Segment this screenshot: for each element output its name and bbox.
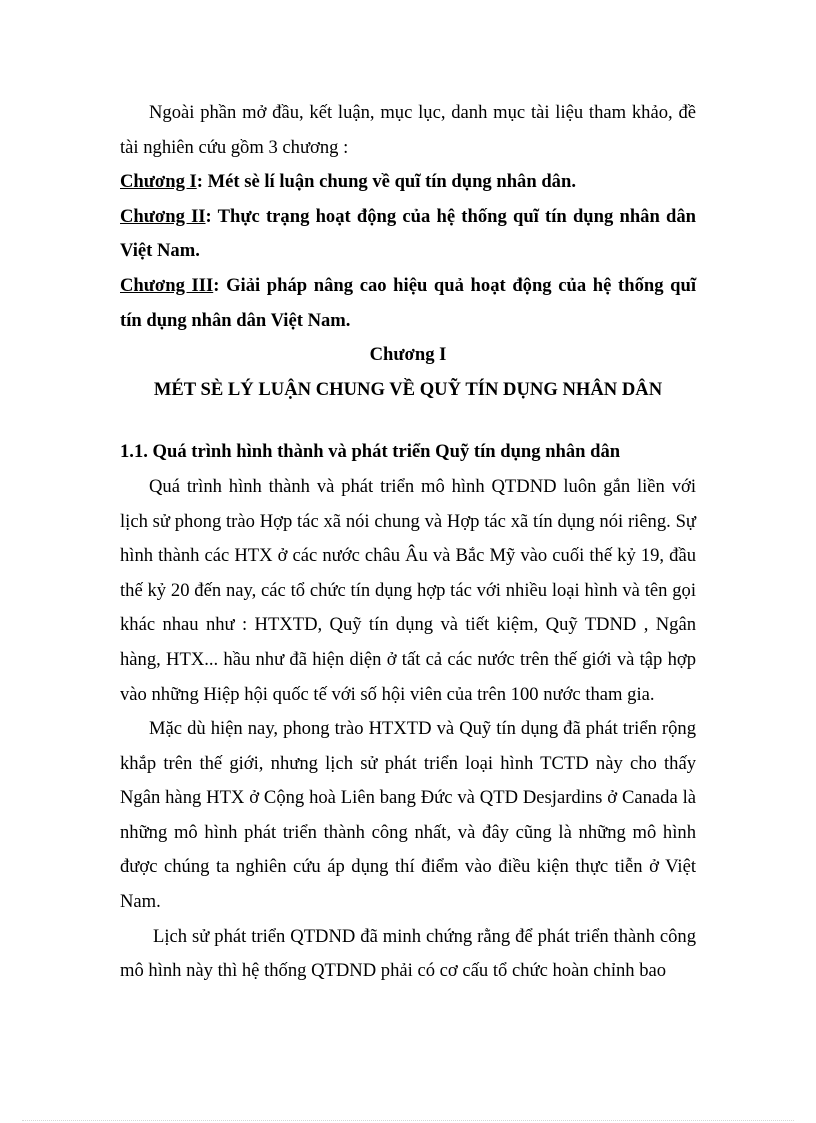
outline-chapter-label: Chương II bbox=[120, 205, 206, 227]
body-paragraph-1: Quá trình hình thành và phát triển mô hình QTDND luôn gắn liền với lịch sử phong trào Hợp tác xã nói chung và Hợp tác xã tín dụng nói riêng. Sự hình thành các HTX ở các nước châu Âu và Bắc Mỹ vào cuối thế kỷ 19, đầu thế kỷ 20 đến nay, các tổ chức tín dụng hợp tác với nhiều loại hình và tên gọi khác nhau như : HTXTD, Quỹ tín dụng và tiết kiệm, Quỹ TDND , Ngân hàng, HTX... hầu như đã hiện diện ở tất cả các nước trên thế giới và tập hợp vào những Hiệp hội quốc tế với số hội viên của trên 100 nước tham gia. bbox=[120, 475, 696, 705]
body-paragraph-2: Mặc dù hiện nay, phong trào HTXTD và Quỹ tín dụng đã phát triển rộng khắp trên thế giới, nhưng lịch sử phát triển loại hình TCTD này cho thấy Ngân hàng HTX ở Cộng hoà Liên bang Đức và QTD Desjardins ở Canada là những mô hình phát triển thành công nhất, và đây cũng là những mô hình được chúng ta nghiên cứu áp dụng thí điểm vào điều kiện thực tiễn ở Việt Nam. bbox=[120, 718, 696, 913]
section-heading: 1.1. Quá trình hình thành và phát triển Quỹ tín dụng nhân dân bbox=[120, 441, 621, 463]
outline-chapter-label: Chương III bbox=[120, 274, 214, 296]
outline-separator: : bbox=[205, 205, 218, 227]
outline-chapter-title: Thực trạng hoạt động của hệ thống quĩ tín dụng nhân dân Việt Nam. bbox=[120, 205, 696, 262]
page-content bbox=[120, 96, 696, 989]
outline-item-chapter-3 bbox=[120, 269, 696, 338]
outline-chapter-label: Chương I bbox=[120, 171, 197, 193]
outline-item-chapter-2 bbox=[120, 200, 696, 269]
chapter-label: Chương I bbox=[369, 344, 447, 366]
outline-chapter-title: Giải pháp nâng cao hiệu quả hoạt động của hệ thống quĩ tín dụng nhân dân Việt Nam. bbox=[120, 274, 696, 331]
outline-item-chapter-1 bbox=[120, 165, 696, 200]
outline-separator: : bbox=[213, 274, 227, 296]
chapter-title: MÉT SÈ LÝ LUẬN CHUNG VỀ QUỸ TÍN DỤNG NHÂN DÂN bbox=[153, 378, 663, 400]
body-paragraph-3: Lịch sử phát triển QTDND đã minh chứng rằng để phát triển thành công mô hình này thì hệ thống QTDND phải có cơ cấu tổ chức hoàn chỉnh bao bbox=[120, 925, 696, 982]
outline-chapter-title: Mét sè lí luận chung về quĩ tín dụng nhân dân. bbox=[207, 171, 576, 193]
outline-separator: : bbox=[196, 171, 208, 193]
intro-paragraph: Ngoài phần mở đầu, kết luận, mục lục, danh mục tài liệu tham khảo, đề tài nghiên cứu gồm 3 chương : bbox=[120, 102, 696, 158]
page-bottom-divider bbox=[22, 1120, 794, 1121]
